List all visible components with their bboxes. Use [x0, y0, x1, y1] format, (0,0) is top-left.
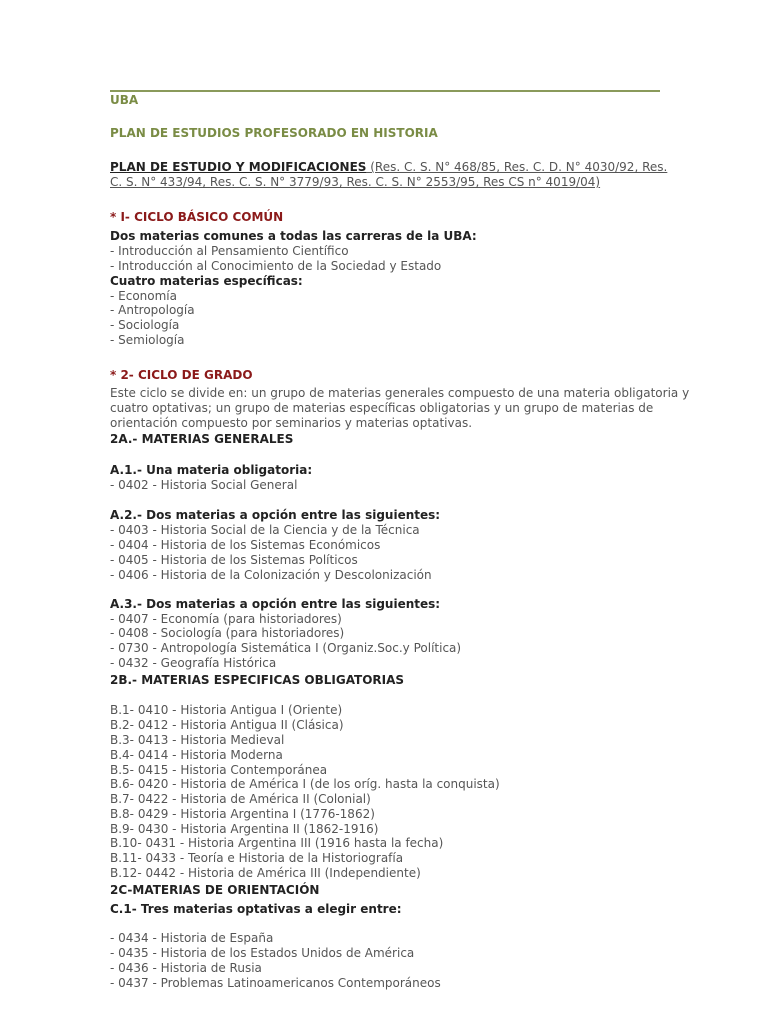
- cbc-title: CICLO BÁSICO COMÚN: [134, 210, 284, 224]
- list-item: - 0432 - Geografía Histórica: [110, 656, 277, 670]
- plan-heading: PLAN DE ESTUDIO Y MODIFICACIONES: [110, 160, 367, 174]
- list-item: - Introducción al Pensamiento Científico: [110, 244, 349, 258]
- a1-heading: A.1.- Una materia obligatoria:: [110, 463, 313, 477]
- generales-title: 2A.- MATERIAS GENERALES: [110, 432, 294, 446]
- list-item: - 0403 - Historia Social de la Ciencia y de la Técnica: [110, 523, 420, 537]
- plan-refs-2: C. S. N° 433/94, Res. C. S. N° 3779/93, Res. C. S. N° 2553/95, Res CS n° 4019/04): [110, 175, 601, 189]
- orientacion-title: 2C-MATERIAS DE ORIENTACIÓN: [110, 883, 320, 897]
- list-item: - 0435 - Historia de los Estados Unidos de América: [110, 946, 415, 960]
- list-item: B.6- 0420 - Historia de América I (de los oríg. hasta la conquista): [110, 777, 500, 791]
- list-item: - 0408 - Sociología (para historiadores): [110, 626, 345, 640]
- list-item: - 0405 - Historia de los Sistemas Políticos: [110, 553, 358, 567]
- a3-heading: A.3.- Dos materias a opción entre las siguientes:: [110, 597, 441, 611]
- a2-heading: A.2.- Dos materias a opción entre las siguientes:: [110, 508, 441, 522]
- grado-marker: * 2-: [110, 368, 138, 382]
- cbc-marker: * I-: [110, 210, 135, 224]
- list-item: B.4- 0414 - Historia Moderna: [110, 748, 283, 762]
- page-title: PLAN DE ESTUDIOS PROFESORADO EN HISTORIA: [110, 126, 438, 140]
- list-item: B.7- 0422 - Historia de América II (Colonial): [110, 792, 371, 806]
- list-item: B.8- 0429 - Historia Argentina I (1776-1862): [110, 807, 375, 821]
- list-item: B.11- 0433 - Teoría e Historia de la Historiografía: [110, 851, 404, 865]
- list-item: - 0436 - Historia de Rusia: [110, 961, 262, 975]
- c1-heading: C.1- Tres materias optativas a elegir entre:: [110, 902, 402, 916]
- list-item: B.5- 0415 - Historia Contemporánea: [110, 763, 328, 777]
- list-item: - Economía: [110, 289, 177, 303]
- list-item: B.12- 0442 - Historia de América III (Independiente): [110, 866, 421, 880]
- list-item: B.2- 0412 - Historia Antigua II (Clásica): [110, 718, 344, 732]
- grado-heading: [110, 368, 253, 383]
- list-item: - 0406 - Historia de la Colonización y Descolonización: [110, 568, 432, 582]
- list-item: - 0404 - Historia de los Sistemas Económicos: [110, 538, 381, 552]
- list-item: - 0437 - Problemas Latinoamericanos Contemporáneos: [110, 976, 441, 990]
- list-item: B.1- 0410 - Historia Antigua I (Oriente): [110, 703, 343, 717]
- list-item: - 0402 - Historia Social General: [110, 478, 298, 492]
- cbc-heading: [110, 210, 283, 225]
- cbc-specific-heading: Cuatro materias específicas:: [110, 274, 303, 288]
- top-rule: [110, 90, 660, 92]
- list-item: - 0730 - Antropología Sistemática I (Organiz.Soc.y Política): [110, 641, 462, 655]
- plan-heading-line: [110, 160, 667, 175]
- especificas-title: 2B.- MATERIAS ESPECIFICAS OBLIGATORIAS: [110, 673, 405, 687]
- list-item: - Sociología: [110, 318, 180, 332]
- plan-refs-1: (Res. C. S. N° 468/85, Res. C. D. N° 4030/92, Res.: [366, 160, 668, 174]
- list-item: - Introducción al Conocimiento de la Sociedad y Estado: [110, 259, 442, 273]
- list-item: - Antropología: [110, 303, 195, 317]
- cbc-common-heading: Dos materias comunes a todas las carreras de la UBA:: [110, 229, 477, 243]
- list-item: - 0407 - Economía (para historiadores): [110, 612, 342, 626]
- list-item: - 0434 - Historia de España: [110, 931, 274, 945]
- list-item: B.10- 0431 - Historia Argentina III (1916 hasta la fecha): [110, 836, 444, 850]
- grado-intro: cuatro optativas; un grupo de materias específicas obligatorias y un grupo de materias de: [110, 401, 654, 415]
- grado-intro: Este ciclo se divide en: un grupo de materias generales compuesto de una materia obligatoria y: [110, 386, 690, 400]
- list-item: - Semiología: [110, 333, 185, 347]
- grado-intro: orientación compuesto por seminarios y materias optativas.: [110, 416, 473, 430]
- list-item: B.9- 0430 - Historia Argentina II (1862-1916): [110, 822, 379, 836]
- list-item: B.3- 0413 - Historia Medieval: [110, 733, 285, 747]
- grado-title: CICLO DE GRADO: [137, 368, 253, 382]
- org-label: UBA: [110, 93, 139, 107]
